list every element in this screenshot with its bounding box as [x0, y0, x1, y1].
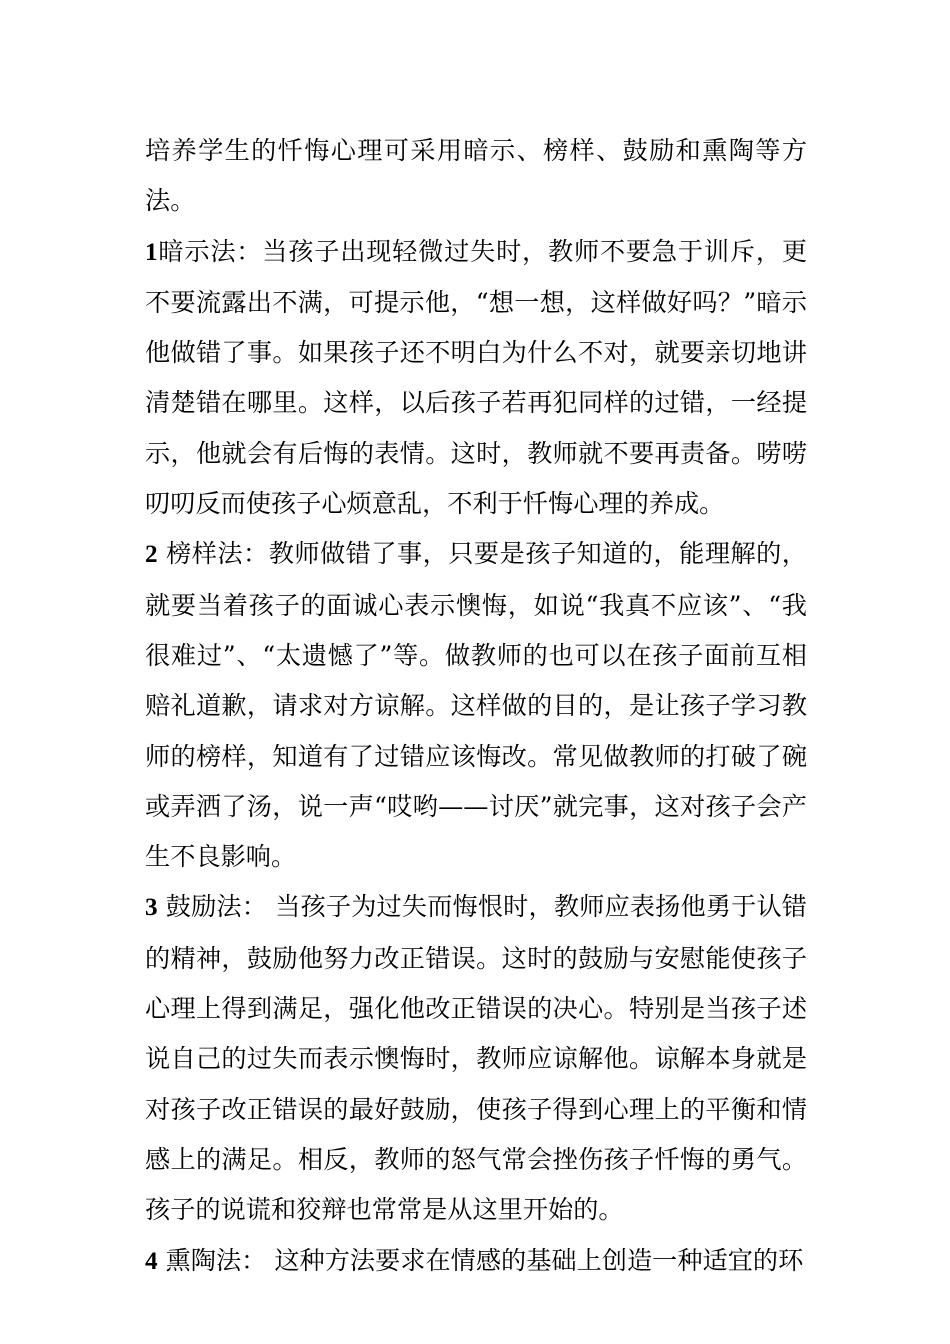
- document-body: [145, 126, 807, 1287]
- paragraph-encouragement-method: [145, 882, 807, 1235]
- paragraph-text: 鼓励法： 当孩子为过失而悔恨时，教师应表扬他勇于认错的精神，鼓励他努力改正错误。这时的鼓励与安慰能使孩子心理上得到满足，强化他改正错误的决心。特别是当孩子述说自己的过失而表示懊悔时，教师应谅解他。谅解本身就是对孩子改正错误的最好鼓励，使孩子得到心理上的平衡和情感上的满足。相反，教师的怒气常会挫伤孩子忏悔的勇气。孩子的说谎和狡辩也常常是从这里开始的。: [145, 892, 807, 1225]
- paragraph-text: 暗示法：当孩子出现轻微过失时，教师不要急于训斥，更不要流露出不满，可提示他，“想一想，这样做好吗？”暗示他做错了事。如果孩子还不明白为什么不对，就要亲切地讲清楚错在哪里。这样，以后孩子若再犯同样的过错，一经提示，他就会有后悔的表情。这时，教师就不要再责备。唠唠叨叨反而使孩子心烦意乱，不利于忏悔心理的养成。: [145, 236, 807, 519]
- paragraph-influence-method: [145, 1236, 807, 1287]
- paragraph-number: 2: [145, 541, 158, 569]
- paragraph-intro: [145, 126, 807, 227]
- paragraph-example-method: [145, 529, 807, 882]
- paragraph-text: 培养学生的忏悔心理可采用暗示、榜样、鼓励和熏陶等方法。: [145, 136, 807, 216]
- paragraph-number: 4: [145, 1247, 158, 1275]
- paragraph-suggestion-method: [145, 227, 807, 530]
- paragraph-text: 熏陶法： 这种方法要求在情感的基础上创造一种适宜的环: [157, 1245, 804, 1275]
- paragraph-text: 榜样法：教师做错了事，只要是孩子知道的，能理解的，就要当着孩子的面诚心表示懊悔，如说“我真不应该”、“我很难过”、“太遗憾了”等。做教师的也可以在孩子面前互相赔礼道歉，请求对方谅解。这样做的目的，是让孩子学习教师的榜样，知道有了过错应该悔改。常见做教师的打破了碗或弄洒了汤，说一声“哎哟——讨厌”就完事，这对孩子会产生不良影响。: [145, 539, 807, 872]
- paragraph-number: 1: [145, 238, 158, 266]
- paragraph-number: 3: [145, 894, 158, 922]
